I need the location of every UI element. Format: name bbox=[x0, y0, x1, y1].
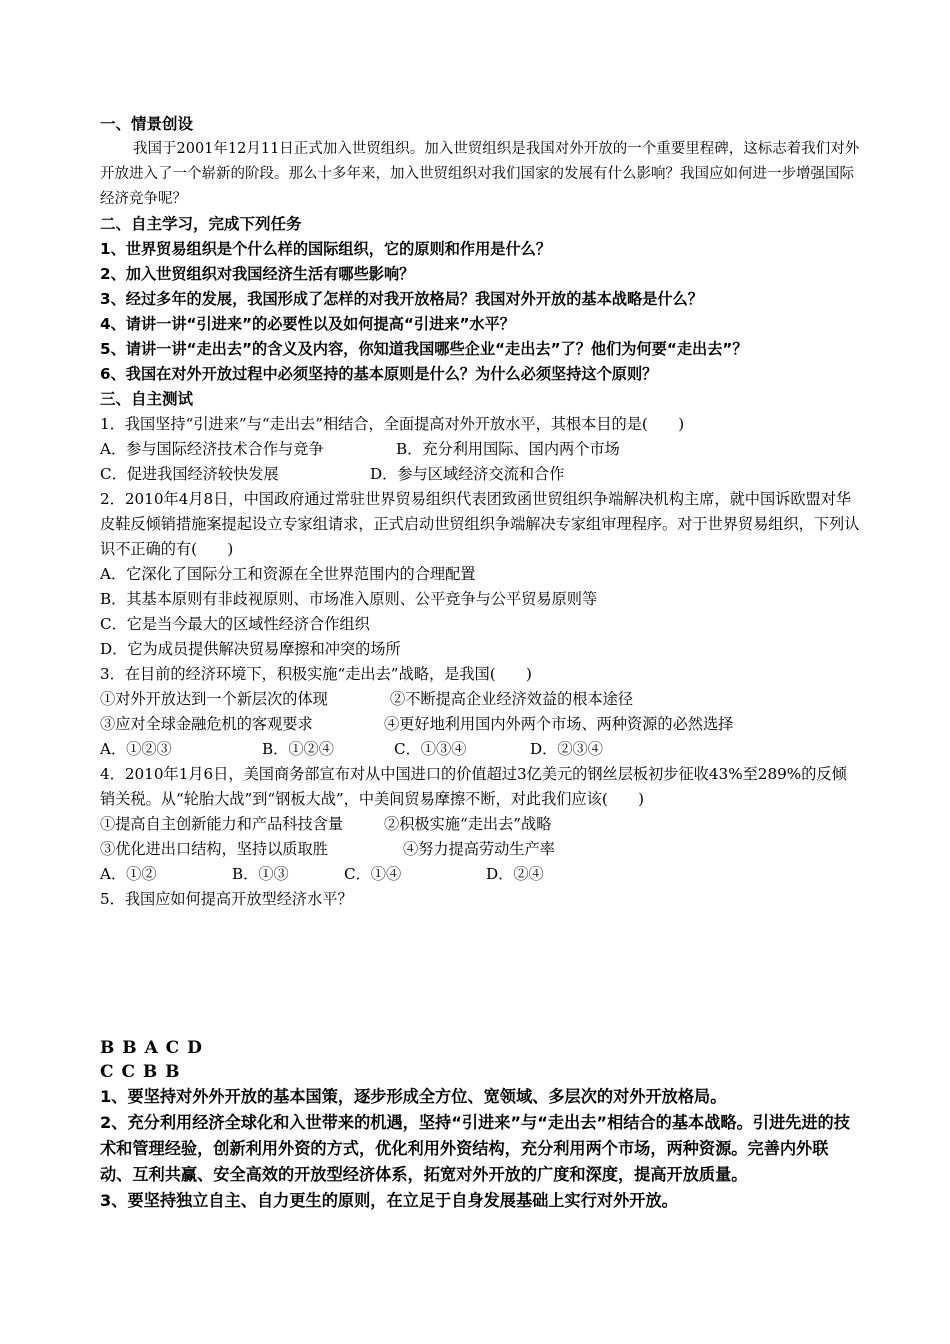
option-b: B．①③ bbox=[232, 865, 289, 883]
question-1-options-row1 bbox=[100, 437, 860, 462]
section2-heading: 二、自主学习，完成下列任务 bbox=[100, 215, 302, 233]
task-item: 1、世界贸易组织是个什么样的国际组织，它的原则和作用是什么？ bbox=[100, 240, 552, 258]
item-1: ①提高自主创新能力和产品科技含量 bbox=[100, 815, 343, 833]
option-c: C．①③④ bbox=[394, 740, 467, 758]
option-a: A．①②③ bbox=[100, 740, 172, 758]
item-3: ③应对全球金融危机的客观要求 bbox=[100, 715, 313, 733]
question-4-items-row1 bbox=[100, 812, 860, 837]
answer-paragraph-1: 1、要坚持对外外开放的基本国策，逐步形成全方位、宽领域、多层次的对外开放格局。 bbox=[100, 1087, 727, 1106]
task-item: 4、请讲一讲“引进来”的必要性以及如何提高“引进来”水平？ bbox=[100, 315, 515, 333]
option-c: C．它是当今最大的区域性经济合作组织 bbox=[100, 615, 370, 633]
question-5-stem: 5．我国应如何提高开放型经济水平？ bbox=[100, 890, 353, 908]
answer-paragraph-2: 2、充分利用经济全球化和入世带来的机遇，坚持“引进来”与“走出去”相结合的基本战略。引进先进的技术和管理经验，创新利用外资的方式，优化利用外资结构，充分利用两个市场，两种资源。完善内外联动、互利共赢、安全高效的开放型经济体系，拓宽对外开放的广度和深度，提高开放质量。 bbox=[100, 1113, 850, 1184]
option-d: D．②③④ bbox=[530, 740, 603, 758]
option-c: C．①④ bbox=[344, 865, 402, 883]
question-3-options bbox=[100, 737, 860, 762]
question-2-stem: 2．2010年4月8日，中国政府通过常驻世界贸易组织代表团致函世贸组织争端解决机构主席，就中国诉欧盟对华皮鞋反倾销措施案提起设立专家组请求，正式启动世贸组织争端解决专家组审理程序。对于世界贸易组织，下列认识不正确的有( ) bbox=[100, 490, 860, 558]
item-3: ③优化进出口结构，坚持以质取胜 bbox=[100, 840, 328, 858]
option-d: D．它为成员提供解决贸易摩擦和冲突的场所 bbox=[100, 640, 401, 658]
option-a: A．参与国际经济技术合作与竞争 bbox=[100, 440, 324, 458]
question-4-options bbox=[100, 862, 860, 887]
question-1-options-row2 bbox=[100, 462, 860, 487]
question-3-items-row1 bbox=[100, 687, 860, 712]
option-d: D．参与区域经济交流和合作 bbox=[370, 465, 565, 483]
answer-key bbox=[100, 1036, 860, 1214]
option-a: A．①② bbox=[100, 865, 157, 883]
answer-letters-line2: C C B B bbox=[100, 1062, 181, 1082]
item-2: ②积极实施“走出去”战略 bbox=[384, 815, 552, 833]
option-c: C．促进我国经济较快发展 bbox=[100, 465, 279, 483]
option-b: B．其基本原则有非歧视原则、市场准入原则、公平竞争与公平贸易原则等 bbox=[100, 590, 598, 608]
task-item: 5、请讲一讲“走出去”的含义及内容，你知道我国哪些企业“走出去”了？他们为何要“走出去”？ bbox=[100, 340, 748, 358]
task-item: 6、我国在对外开放过程中必须坚持的基本原则是什么？为什么必须坚持这个原则？ bbox=[100, 365, 658, 383]
item-4: ④更好地利用国内外两个市场、两种资源的必然选择 bbox=[384, 715, 734, 733]
option-d: D．②④ bbox=[486, 865, 544, 883]
task-item: 2、加入世贸组织对我国经济生活有哪些影响？ bbox=[100, 265, 415, 283]
item-2: ②不断提高企业经济效益的根本途径 bbox=[390, 690, 633, 708]
task-item: 3、经过多年的发展，我国形成了怎样的对我开放格局？我国对外开放的基本战略是什么？ bbox=[100, 290, 703, 308]
section3-heading: 三、自主测试 bbox=[100, 390, 194, 408]
option-b: B．①②④ bbox=[262, 740, 334, 758]
item-1: ①对外开放达到一个新层次的体现 bbox=[100, 690, 328, 708]
question-1-stem: 1．我国坚持“引进来”与“走出去”相结合，全面提高对外开放水平，其根本目的是( ) bbox=[100, 415, 685, 433]
option-b: B．充分利用国际、国内两个市场 bbox=[396, 440, 620, 458]
answer-letters-line1: B B A C D bbox=[100, 1038, 203, 1058]
section1-heading: 一、情景创设 bbox=[100, 115, 194, 133]
option-a: A．它深化了国际分工和资源在全世界范围内的合理配置 bbox=[100, 565, 476, 583]
worksheet bbox=[100, 112, 860, 912]
question-4-stem: 4．2010年1月6日，美国商务部宣布对从中国进口的价值超过3亿美元的钢丝层板初步征收43%至289%的反倾销关税。从“轮胎大战”到“钢板大战”，中美间贸易摩擦不断，对此我们应该( ) bbox=[100, 765, 847, 808]
answer-paragraph-3: 3、要坚持独立自主、自力更生的原则，在立足于自身发展基础上实行对外开放。 bbox=[100, 1191, 678, 1210]
question-4-items-row2 bbox=[100, 837, 860, 862]
section1-intro: 我国于2001年12月11日正式加入世贸组织。加入世贸组织是我国对外开放的一个重要里程碑，这标志着我们对外开放进入了一个崭新的阶段。那么十多年来，加入世贸组织对我们国家的发展有什么影响？我国应如何进一步增强国际经济竞争呢？ bbox=[100, 141, 860, 207]
item-4: ④努力提高劳动生产率 bbox=[403, 840, 555, 858]
question-3-items-row2 bbox=[100, 712, 860, 737]
question-3-stem: 3．在目前的经济环境下，积极实施“走出去”战略，是我国( ) bbox=[100, 665, 532, 683]
